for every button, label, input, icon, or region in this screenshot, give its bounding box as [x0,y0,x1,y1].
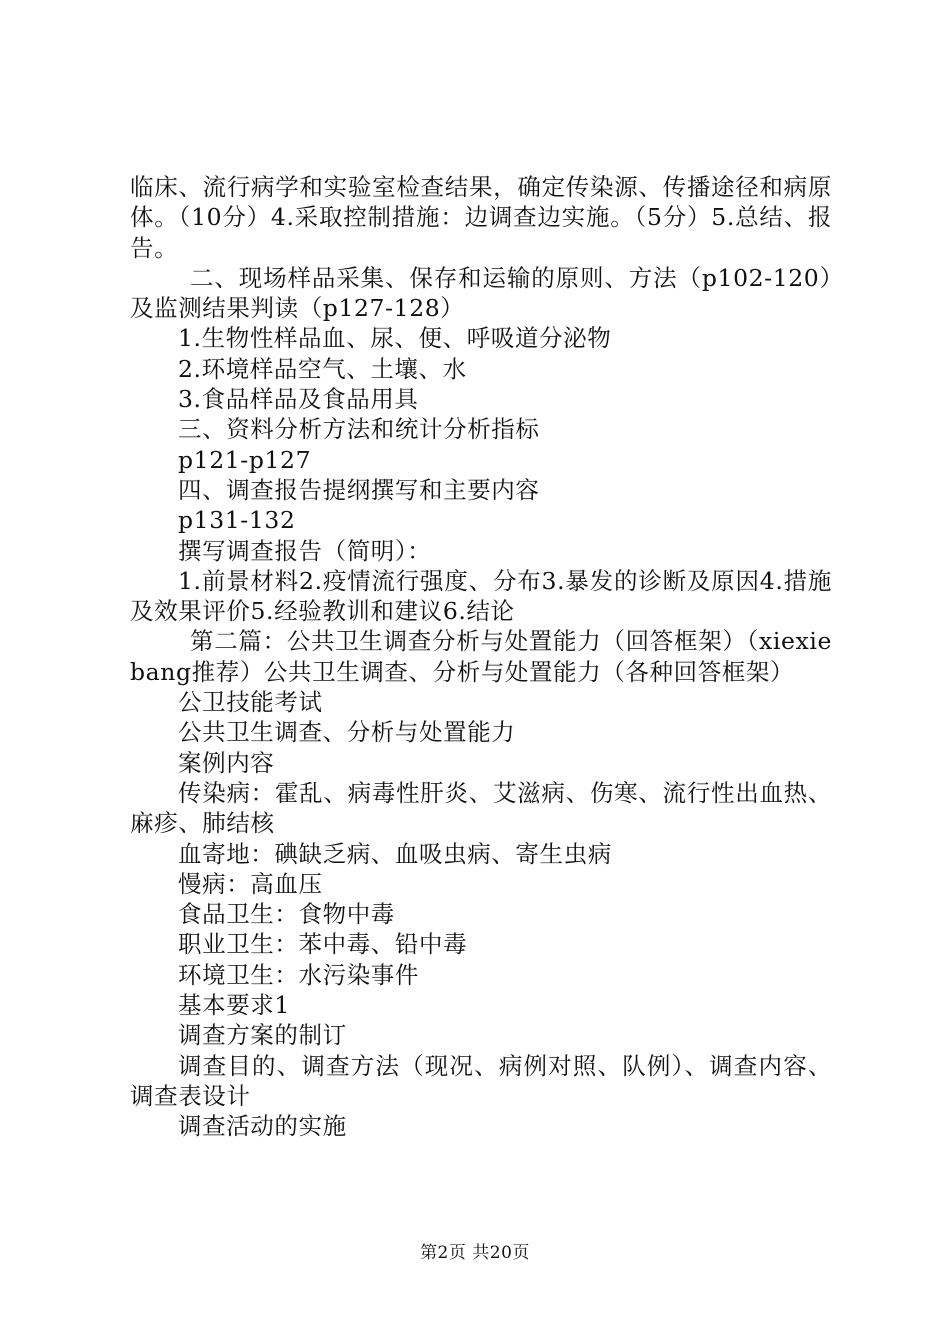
list-item: 3.食品样品及食品用具 [178,385,419,414]
section-heading: 二、现场样品采集、保存和运输的原则、方法（p102-120）及监测结果判读（p127-128） [130,263,832,323]
section-heading: 三、资料分析方法和统计分析指标 [178,415,540,444]
paragraph: 调查方案的制订 [178,1021,347,1050]
paragraph: 基本要求1 [178,991,290,1020]
section-heading: 四、调查报告提纲撰写和主要内容 [178,475,540,504]
chapter-heading: 第二篇：公共卫生调查分析与处置能力（回答框架）（xiexiebang推荐）公共卫生调查、分析与处置能力（各种回答框架） [130,627,832,686]
page-number-footer: 第2页 共20页 [420,1243,530,1263]
list-item: 职业卫生：苯中毒、铅中毒 [178,930,468,959]
paragraph: 撰写调查报告（简明）： [178,536,432,565]
list-item: 血寄地：碘缺乏病、血吸虫病、寄生虫病 [178,839,612,868]
list-item: 食品卫生：食物中毒 [178,900,395,929]
list-item: 环境卫生：水污染事件 [178,960,419,989]
list-item: 2.环境样品空气、土壤、水 [178,354,467,383]
paragraph: 调查目的、调查方法（现况、病例对照、队例）、调查内容、调查表设计 [130,1051,832,1110]
list-item: 传染病：霍乱、病毒性肝炎、艾滋病、伤寒、流行性出血热、麻疹、肺结核 [130,778,832,838]
paragraph: 1.前景材料2.疫情流行强度、分布3.暴发的诊断及原因4.措施及效果评价5.经验教训和建议6.结论 [130,566,832,626]
paragraph: 案例内容 [178,748,275,777]
paragraph: 公共卫生调查、分析与处置能力 [178,718,516,747]
page-reference: p131-132 [178,506,296,535]
paragraph: 公卫技能考试 [178,688,323,717]
page-reference: p121-p127 [178,445,312,474]
list-item: 慢病：高血压 [178,869,323,898]
document-body [130,172,832,1142]
paragraph: 临床、流行病学和实验室检查结果，确定传染源、传播途径和病原体。（10分）4.采取控制措施：边调查边实施。（5分）5.总结、报告。 [130,173,832,262]
list-item: 1.生物性样品血、尿、便、呼吸道分泌物 [178,324,612,353]
paragraph: 调查活动的实施 [178,1112,347,1141]
